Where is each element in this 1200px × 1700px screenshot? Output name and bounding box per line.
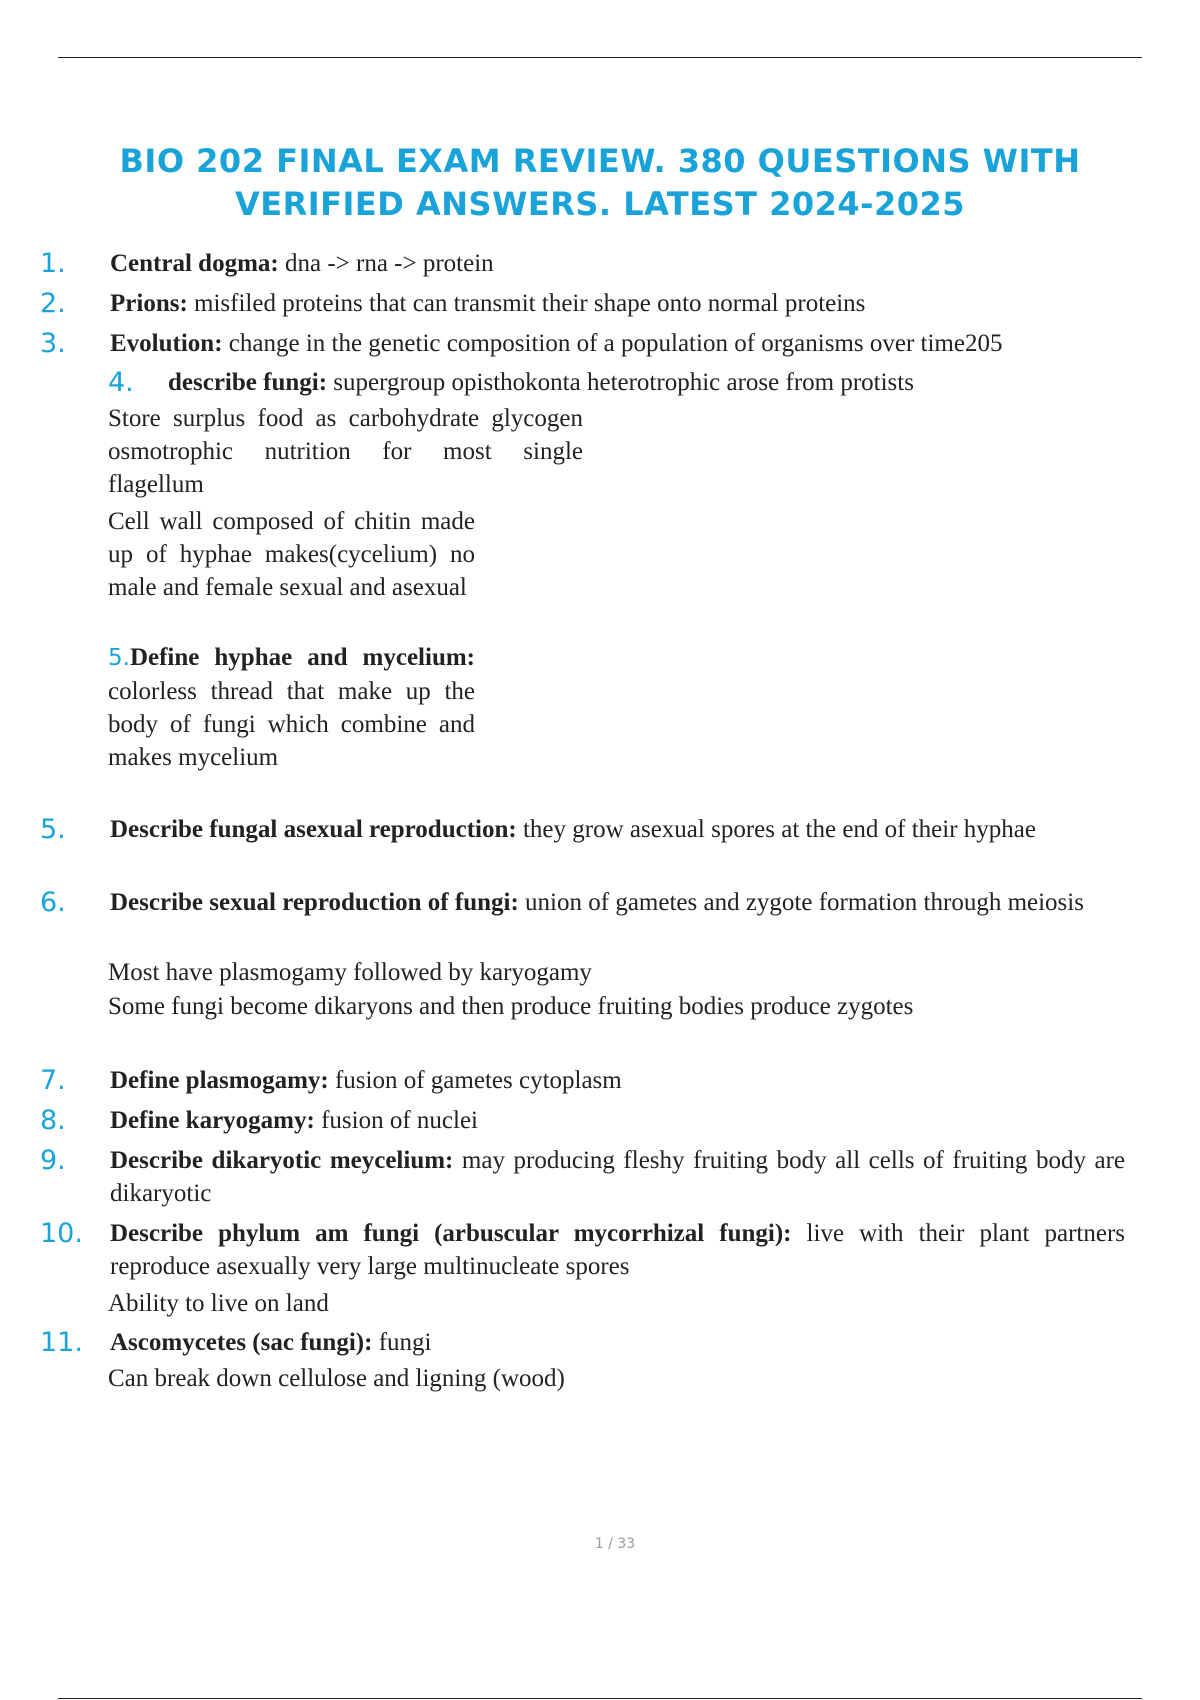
item-definition: change in the genetic composition of a population of organisms over time205 — [222, 330, 1003, 357]
list-item — [40, 1326, 1125, 1359]
item-number: 4. — [108, 367, 134, 398]
sexual-notes-line-1: Most have plasmogamy followed by karyogamy — [108, 959, 592, 986]
item-number: 11. — [40, 1327, 83, 1358]
list-item — [40, 327, 1125, 360]
item-number: 10. — [40, 1218, 83, 1249]
item-term: Describe sexual reproduction of fungi: — [110, 889, 519, 916]
item-number: 8. — [40, 1105, 66, 1136]
item-term: Describe fungal asexual reproduction: — [110, 816, 517, 843]
fungi-notes-block-2: Cell wall composed of chitin made up of hyphae makes(cycelium) no male and female sexual and asexual — [108, 508, 475, 601]
item-term: Describe dikaryotic meycelium: — [110, 1147, 454, 1174]
item-definition: may producing fleshy fruiting body all cells of fruiting body are dikaryotic — [110, 1147, 1126, 1207]
item-term: Central dogma: — [110, 250, 279, 277]
item-definition: fungi — [372, 1329, 432, 1356]
list-item — [40, 1104, 1125, 1137]
list-item — [40, 247, 1125, 280]
list-item — [40, 1217, 1126, 1283]
sub-item-number: 5. — [108, 645, 130, 671]
item-term: Define karyogamy: — [110, 1107, 315, 1134]
item-term: Evolution: — [110, 330, 223, 357]
item-definition: live with their plant partners reproduce asexually very large multinucleate spores — [110, 1220, 1126, 1280]
asco-notes-line-1: Can break down cellulose and ligning (wood) — [108, 1365, 565, 1392]
list-item — [40, 1064, 1125, 1097]
item-term: Define plasmogamy: — [110, 1067, 329, 1094]
item-term: Ascomycetes (sac fungi): — [110, 1329, 373, 1356]
sub-item-term: Define hyphae and mycelium: — [129, 644, 475, 671]
sub-item-hyphae-mycelium — [108, 641, 475, 774]
sexual-notes-line-2: Some fungi become dikaryons and then produce fruiting bodies produce zygotes — [108, 993, 914, 1020]
item-definition: fusion of gametes cytoplasm — [328, 1067, 622, 1094]
fungi-notes-block-1: Store surplus food as carbohydrate glycogen osmotrophic nutrition for most single flagellum — [108, 405, 583, 498]
list-item — [40, 1144, 1126, 1210]
sub-item-definition: colorless thread that make up the body of fungi which combine and makes mycelium — [108, 678, 475, 771]
top-rule — [58, 57, 1142, 58]
list-item — [40, 886, 1125, 919]
item-number: 6. — [40, 887, 66, 918]
item-definition: dna -> rna -> protein — [278, 250, 494, 277]
list-item — [40, 813, 1125, 846]
item-number: 2. — [40, 288, 66, 319]
document-title: BIO 202 FINAL EXAM REVIEW. 380 QUESTIONS WITH VERIFIED ANSWERS. LATEST 2024-2025 — [119, 142, 1081, 223]
item-number: 1. — [40, 248, 66, 279]
item-definition: union of gametes and zygote formation through meiosis — [518, 889, 1084, 916]
am-notes-line-1: Ability to live on land — [108, 1290, 329, 1317]
item-number: 3. — [40, 328, 66, 359]
item-definition: fusion of nuclei — [314, 1107, 478, 1134]
item-number: 7. — [40, 1065, 66, 1096]
list-item — [40, 287, 1125, 320]
item-number: 9. — [40, 1145, 66, 1176]
item-definition: they grow asexual spores at the end of their hyphae — [516, 816, 1036, 843]
bottom-rule — [58, 1698, 1142, 1699]
item-term: Describe phylum am fungi (arbuscular mycorrhizal fungi): — [110, 1220, 792, 1247]
item-term: describe fungi: — [168, 369, 328, 396]
item-definition: supergroup opisthokonta heterotrophic arose from protists — [327, 369, 914, 396]
item-definition: misfiled proteins that can transmit their shape onto normal proteins — [187, 290, 866, 317]
item-term: Prions: — [110, 290, 188, 317]
item-number: 5. — [40, 814, 66, 845]
list-item — [108, 366, 1068, 399]
page-number: 1 / 33 — [594, 1536, 636, 1552]
